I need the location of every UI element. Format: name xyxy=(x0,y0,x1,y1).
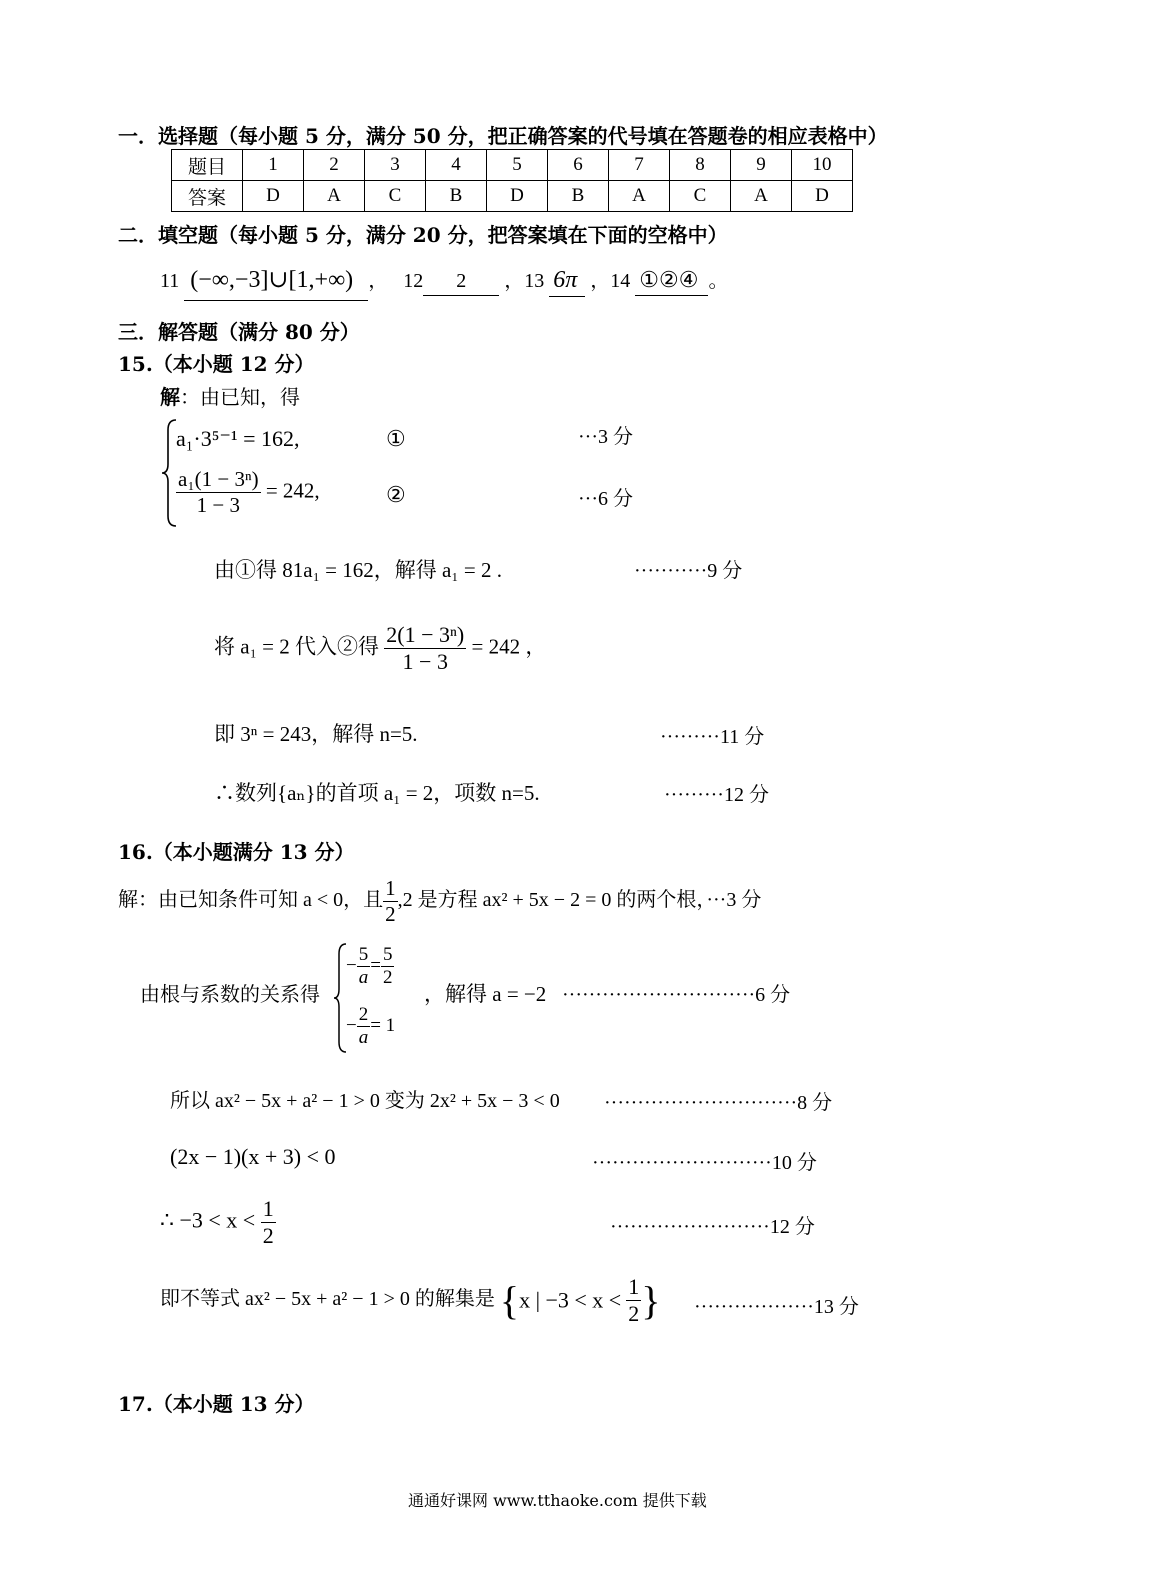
fraction-denominator: 2 xyxy=(382,967,393,988)
q11-answer: (−∞,−3]∪[1,+∞) xyxy=(184,265,368,301)
q16-intro-denominator: 2 xyxy=(385,902,396,926)
question-number-cell: 9 xyxy=(731,150,792,181)
q15-step3: 即 3ⁿ = 243，解得 n=5. xyxy=(214,722,418,746)
q15-step2-rhs: = 242 ， xyxy=(471,634,547,659)
q15-eq1-mark: ① xyxy=(386,426,406,451)
table-row-label: 题目 xyxy=(172,150,243,181)
table-row-label: 答案 xyxy=(172,181,243,212)
q16-step2: 所以 ax² − 5x + a² − 1 > 0 变为 2x² + 5x − 3 < 0 xyxy=(170,1090,560,1112)
q16-step2-score: ·····························8 分 xyxy=(604,1092,833,1114)
q15-eq1-score: ···3 分 xyxy=(578,426,633,448)
q16-step1-pre: 由根与系数的关系得 xyxy=(140,982,320,1006)
section1-title: 一．选择题（每小题 5 分，满分 50 分，把正确答案的代号填在答题卷的相应表格中） xyxy=(118,124,888,148)
answer-cell: A xyxy=(731,181,792,212)
q16-intro-post: ,2 是方程 ax² + 5x − 2 = 0 的两个根，···3 分 xyxy=(397,889,762,912)
q15-eq2 xyxy=(176,467,320,518)
q16-intro xyxy=(118,876,761,927)
fraction-numerator: 2 xyxy=(358,1004,369,1025)
fill-blank-line xyxy=(160,264,728,301)
fraction-denominator: a xyxy=(358,1027,369,1048)
question-number-cell: 8 xyxy=(670,150,731,181)
question-number-cell: 7 xyxy=(609,150,670,181)
q16-step1-post: ，解得 a = −2 xyxy=(424,982,547,1006)
system-rhs: = 1 xyxy=(370,1014,396,1036)
q15-step4-score: ·········12 分 xyxy=(664,784,769,806)
fraction-numerator: 5 xyxy=(382,944,393,965)
q15-step2-pre: 将 a₁ = 2 代入②得 xyxy=(214,634,379,659)
left-brace: { xyxy=(499,1278,520,1323)
q12-number: 12 xyxy=(403,270,424,292)
minus-sign: − xyxy=(346,954,357,976)
q16-step5 xyxy=(160,1274,660,1327)
right-brace: } xyxy=(641,1278,661,1323)
q16-system-eq1 xyxy=(346,944,394,989)
q16-step5-denominator: 2 xyxy=(628,1301,640,1326)
question-number-cell: 3 xyxy=(365,150,426,181)
q15-step3-score: ·········11 分 xyxy=(660,726,765,748)
question-number-cell: 5 xyxy=(487,150,548,181)
q15-eq2-mark: ② xyxy=(386,482,406,507)
answer-cell: B xyxy=(548,181,609,212)
q13-answer: 6π xyxy=(549,267,585,297)
q15-eq1: a₁·3⁵⁻¹ = 162, xyxy=(176,426,300,451)
q14-number: ，14 xyxy=(590,270,631,292)
q16-step4-pre: ∴ −3 < x < xyxy=(160,1207,256,1233)
q11-number: 11 xyxy=(160,270,180,292)
fraction-numerator: 5 xyxy=(358,944,369,965)
q13-number: ，13 xyxy=(504,270,545,292)
q16-step4 xyxy=(160,1196,276,1249)
q16-step4-score: ························12 分 xyxy=(610,1216,815,1238)
q16-step5-pre: 即不等式 ax² − 5x + a² − 1 > 0 的解集是 xyxy=(160,1288,495,1311)
q16-set-condition: x | −3 < x < xyxy=(519,1287,622,1313)
q16-step5-score: ··················13 分 xyxy=(694,1296,859,1318)
minus-sign: − xyxy=(346,1014,357,1036)
q15-title: 15.（本小题 12 分） xyxy=(118,352,315,376)
q14-end: 。 xyxy=(708,270,729,292)
answer-cell: C xyxy=(670,181,731,212)
answer-cell: B xyxy=(426,181,487,212)
q17-title: 17.（本小题 13 分） xyxy=(118,1392,315,1416)
q16-step4-denominator: 2 xyxy=(262,1223,274,1248)
question-number-cell: 1 xyxy=(243,150,304,181)
q15-step1: 由①得 81a₁ = 162，解得 a₁ = 2 . xyxy=(214,558,502,582)
fraction-denominator: a xyxy=(358,967,369,988)
answer-table xyxy=(171,149,853,212)
q16-step5-numerator: 1 xyxy=(628,1274,640,1299)
section3-title: 三．解答题（满分 80 分） xyxy=(118,320,360,344)
question-number-cell: 6 xyxy=(548,150,609,181)
q15-step2-denominator: 1 − 3 xyxy=(402,649,448,674)
equals-sign: = xyxy=(370,954,381,976)
question-number-cell: 4 xyxy=(426,150,487,181)
q11-sep: ， xyxy=(368,270,389,292)
footer-text: 通通好课网 www.tthaoke.com 提供下载 xyxy=(408,1491,707,1510)
table-row xyxy=(172,181,853,212)
answer-cell: C xyxy=(365,181,426,212)
answer-cell: D xyxy=(792,181,853,212)
q16-step4-numerator: 1 xyxy=(262,1196,274,1221)
q15-eq2-score: ···6 分 xyxy=(578,488,633,510)
q15-step4: ∴数列{aₙ}的首项 a₁ = 2，项数 n=5. xyxy=(214,781,540,805)
q16-system-eq2 xyxy=(346,1004,395,1049)
q15-eq2-denominator: 1 − 3 xyxy=(196,493,240,517)
answer-cell: A xyxy=(304,181,365,212)
q15-intro-bold: 解 xyxy=(160,385,180,409)
q16-step3-score: ···························10 分 xyxy=(592,1152,817,1174)
answer-cell: A xyxy=(609,181,670,212)
q15-intro-text: ：由已知，得 xyxy=(180,385,300,409)
question-number-cell: 2 xyxy=(304,150,365,181)
q15-step2-numerator: 2(1 − 3ⁿ) xyxy=(386,622,465,647)
q16-title: 16.（本小题满分 13 分） xyxy=(118,840,355,864)
q12-answer: 2 xyxy=(423,270,499,296)
q15-intro xyxy=(160,381,300,410)
table-row xyxy=(172,150,853,181)
q16-step3: (2x − 1)(x + 3) < 0 xyxy=(170,1144,336,1169)
section2-title: 二．填空题（每小题 5 分，满分 20 分，把答案填在下面的空格中） xyxy=(118,223,728,247)
q16-intro-pre: 解：由已知条件可知 a < 0，且 xyxy=(118,889,384,912)
q16-intro-numerator: 1 xyxy=(385,876,396,900)
q15-eq2-rhs: = 242, xyxy=(265,478,320,503)
q14-answer: ①②④ xyxy=(635,267,708,296)
answer-cell: D xyxy=(243,181,304,212)
q15-eq2-numerator: a₁(1 − 3ⁿ) xyxy=(178,467,259,491)
q15-step2 xyxy=(214,622,546,675)
question-number-cell: 10 xyxy=(792,150,853,181)
q16-step1-score: ·····························6 分 xyxy=(562,984,791,1006)
answer-cell: D xyxy=(487,181,548,212)
q15-step1-score: ···········9 分 xyxy=(634,560,743,582)
